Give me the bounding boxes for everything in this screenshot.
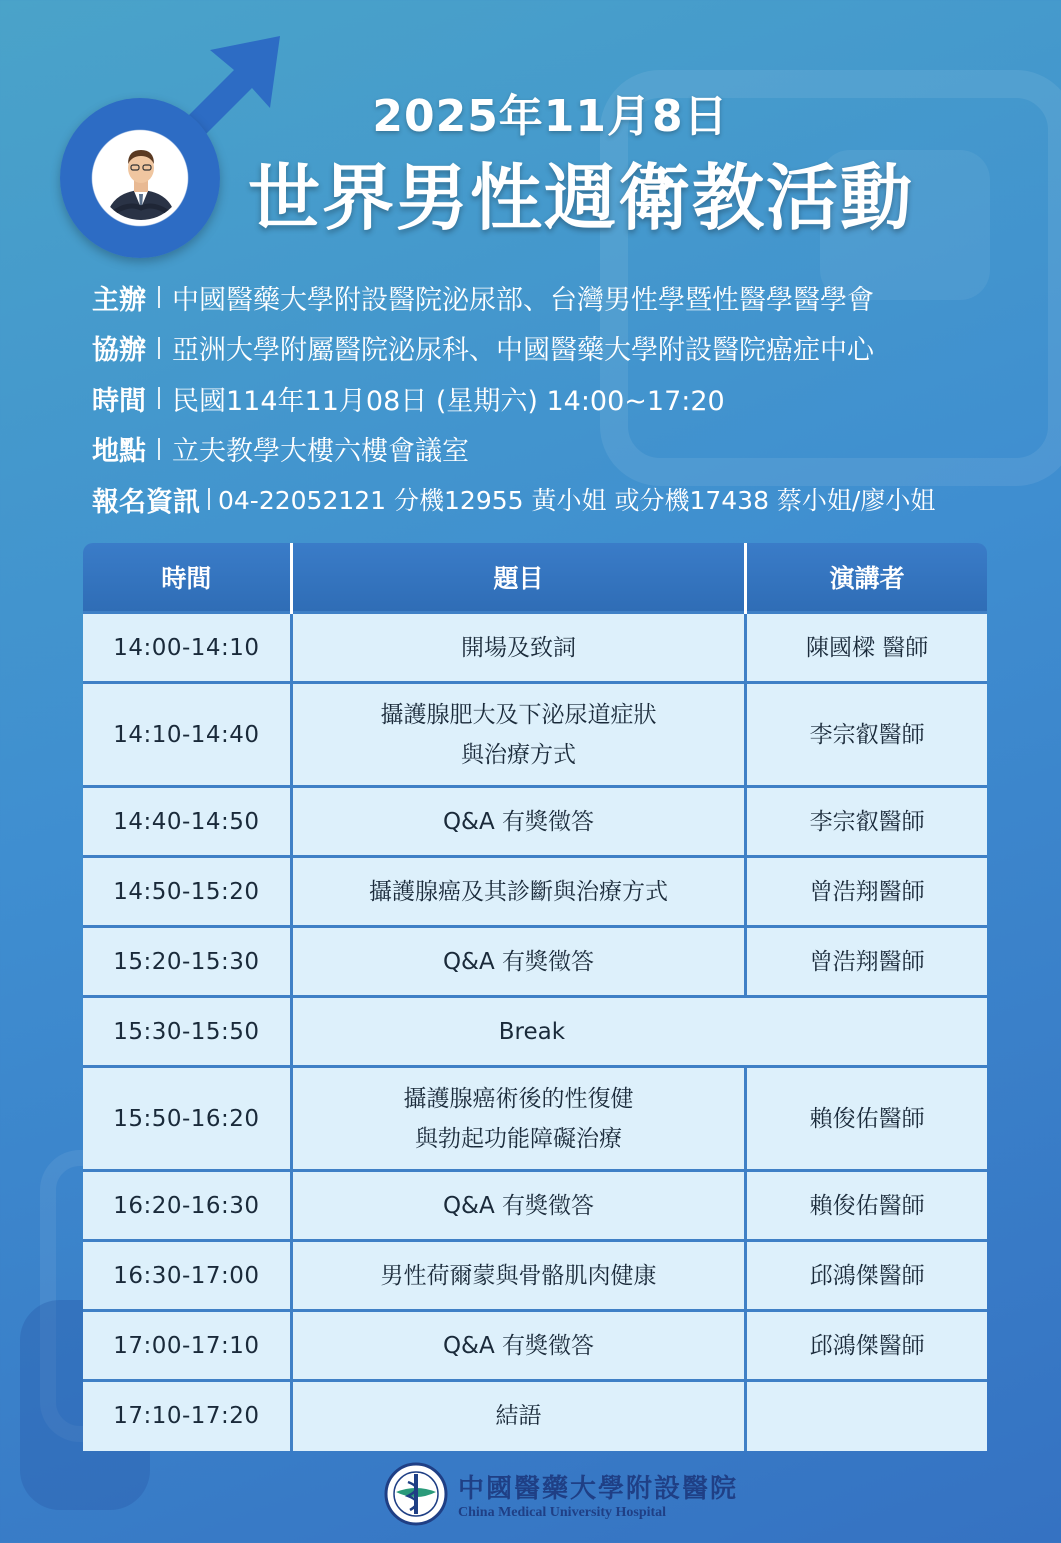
header-time: 時間 — [83, 543, 291, 613]
cell-speaker: 賴俊佑醫師 — [746, 1171, 987, 1241]
cell-time: 15:50-16:20 — [83, 1067, 291, 1171]
table-row — [83, 1311, 987, 1381]
hospital-name-cn: 中國醫藥大學附設醫院 — [458, 1473, 739, 1504]
cell-speaker: 李宗叡醫師 — [746, 787, 987, 857]
cell-time: 14:00-14:10 — [83, 613, 291, 683]
table-row — [83, 787, 987, 857]
table-row — [83, 857, 987, 927]
table-row — [83, 1067, 987, 1171]
info-key: 時間 — [92, 385, 146, 417]
info-row-co-organizer — [92, 323, 1032, 374]
info-value: 立夫教學大樓六樓會議室 — [172, 436, 469, 468]
info-row-registration — [92, 474, 1032, 525]
cell-speaker — [746, 1381, 987, 1451]
cell-topic: Q&A 有獎徵答 — [291, 787, 745, 857]
cell-time: 17:10-17:20 — [83, 1381, 291, 1451]
hospital-name — [458, 1468, 738, 1521]
cell-topic: Q&A 有獎徵答 — [291, 1311, 745, 1381]
info-row-time — [92, 373, 1032, 424]
info-key: 報名資訊 — [92, 486, 200, 518]
table-row — [83, 613, 987, 683]
header-speaker: 演講者 — [746, 543, 987, 613]
table-row — [83, 927, 987, 997]
info-key: 地點 — [92, 436, 146, 468]
table-row — [83, 1381, 987, 1451]
info-key: 主辦 — [92, 284, 146, 316]
doctor-avatar — [98, 134, 184, 220]
cell-topic: Break — [291, 997, 987, 1067]
cell-speaker: 李宗叡醫師 — [746, 683, 987, 787]
cell-topic: 結語 — [291, 1381, 745, 1451]
info-separator — [158, 387, 160, 409]
cell-topic: 攝護腺癌術後的性復健 與勃起功能障礙治療 — [291, 1067, 745, 1171]
info-row-location — [92, 424, 1032, 475]
cell-speaker: 陳國樑 醫師 — [746, 613, 987, 683]
cell-topic: 攝護腺肥大及下泌尿道症狀 與治療方式 — [291, 683, 745, 787]
table-row — [83, 1171, 987, 1241]
cell-time: 15:30-15:50 — [83, 997, 291, 1067]
cell-time: 14:10-14:40 — [83, 683, 291, 787]
cell-speaker: 曾浩翔醫師 — [746, 857, 987, 927]
info-separator — [158, 286, 160, 308]
event-date-title: 2025年11月8日 — [372, 91, 729, 142]
cell-topic: 男性荷爾蒙與骨骼肌肉健康 — [291, 1241, 745, 1311]
info-row-organizer — [92, 272, 1032, 323]
info-separator — [158, 337, 160, 359]
cell-speaker: 賴俊佑醫師 — [746, 1067, 987, 1171]
cell-time: 16:20-16:30 — [83, 1171, 291, 1241]
schedule-body — [83, 613, 987, 1451]
cell-topic: 開場及致詞 — [291, 613, 745, 683]
event-main-title: 世界男性週衛教活動 — [248, 156, 915, 240]
table-row — [83, 997, 987, 1067]
cell-time: 15:20-15:30 — [83, 927, 291, 997]
event-info — [92, 272, 1032, 525]
info-value: 04-22052121 分機12955 黃小姐 或分機17438 蔡小姐/廖小姐 — [218, 486, 936, 516]
table-header-row — [83, 543, 987, 613]
hospital-logo — [384, 1462, 738, 1526]
header-topic: 題目 — [291, 543, 745, 613]
cell-topic: Q&A 有獎徵答 — [291, 1171, 745, 1241]
info-value: 民國114年11月08日 (星期六) 14:00~17:20 — [172, 385, 725, 417]
cell-topic: Q&A 有獎徵答 — [291, 927, 745, 997]
cell-speaker: 曾浩翔醫師 — [746, 927, 987, 997]
info-value: 中國醫藥大學附設醫院泌尿部、台灣男性學暨性醫學醫學會 — [172, 284, 874, 316]
info-separator — [158, 438, 160, 460]
schedule-table — [83, 543, 987, 1451]
cell-speaker: 邱鴻傑醫師 — [746, 1241, 987, 1311]
cell-time: 14:40-14:50 — [83, 787, 291, 857]
cell-time: 14:50-15:20 — [83, 857, 291, 927]
info-value: 亞洲大學附屬醫院泌尿科、中國醫藥大學附設醫院癌症中心 — [172, 335, 874, 367]
cell-time: 16:30-17:00 — [83, 1241, 291, 1311]
info-separator — [208, 488, 210, 510]
table-row — [83, 683, 987, 787]
cell-speaker: 邱鴻傑醫師 — [746, 1311, 987, 1381]
hospital-name-en: China Medical University Hospital — [458, 1504, 667, 1520]
cell-time: 17:00-17:10 — [83, 1311, 291, 1381]
hospital-emblem-icon — [384, 1462, 448, 1526]
info-key: 協辦 — [92, 335, 146, 367]
cell-topic: 攝護腺癌及其診斷與治療方式 — [291, 857, 745, 927]
table-row — [83, 1241, 987, 1311]
